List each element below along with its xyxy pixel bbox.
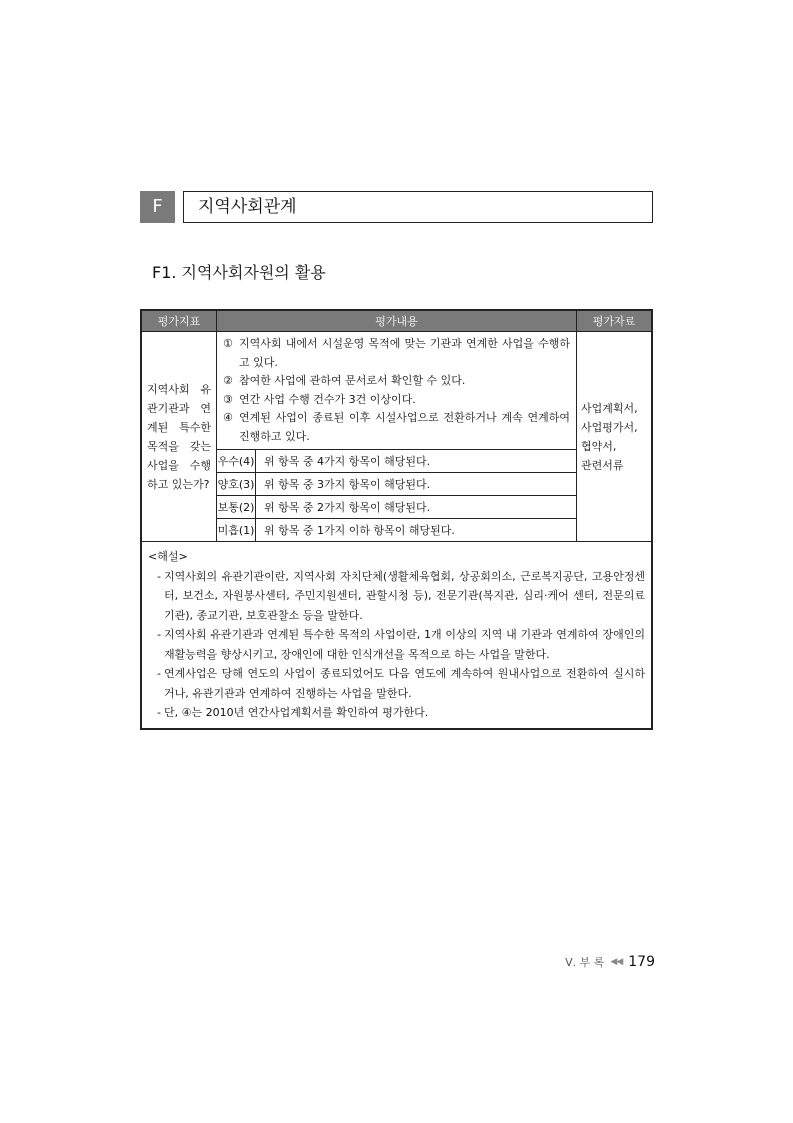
table-row [141,332,652,450]
note-item: - 지역사회 유관기관과 연계된 특수한 목적의 사업이란, 1개 이상의 지역 내 기관과 연계하여 장애인의 재활능력을 향상시키고, 장애인에 대한 인식개선을 목적으로 하는 사업을 말한다. [157,628,645,661]
materials-cell: 사업계획서, 사업평가서, 협약서, 관련서류 [577,332,653,542]
grade-desc: 위 항목 중 2가지 항목이 해당된다. [256,496,577,519]
grade-row [141,519,652,542]
grade-row [141,450,652,473]
note-item: - 단, ④는 2010년 연간사업계획서를 확인하여 평가한다. [157,706,429,719]
table-header-row [141,310,652,332]
subsection-title: F1. 지역사회자원의 활용 [152,263,326,282]
notes-cell [141,542,652,729]
grade-label: 우수(4) [217,450,256,473]
list-item: ② 참여한 사업에 관하여 문서로서 확인할 수 있다. [223,374,466,387]
note-item: - 연계사업은 당해 연도의 사업이 종료되었어도 다음 연도에 계속하여 원내사업으로 전환하여 실시하거나, 유관기관과 연계하여 진행하는 사업을 말한다. [157,667,645,700]
grade-desc: 위 항목 중 4가지 항목이 해당된다. [256,450,577,473]
list-item: ③ 연간 사업 수행 건수가 3건 이상이다. [223,392,416,406]
grade-desc: 위 항목 중 1가지 이하 항목이 해당된다. [256,519,577,542]
header-material: 평가자료 [577,310,653,332]
page-number: 179 [628,954,655,970]
indicator-cell: 지역사회 유관기관과 연계된 특수한 목적을 갖는 사업을 수행하고 있는가? [141,332,217,542]
section-header [140,191,653,223]
chapter-label: Ⅴ. 부 록 [565,956,605,969]
list-item: ① 지역사회 내에서 시설운영 목적에 맞는 기관과 연계한 사업을 수행하고 있다. [223,337,570,369]
grade-desc: 위 항목 중 3가지 항목이 해당된다. [256,473,577,496]
double-arrow-left-icon: ◀◀ [610,957,623,967]
grade-label: 양호(3) [217,473,256,496]
section-title: 지역사회관계 [183,191,653,223]
grade-row [141,496,652,519]
header-indicator: 평가지표 [141,310,217,332]
notes-title: <해설> [148,550,188,563]
items-cell [217,332,577,450]
grade-row [141,473,652,496]
header-content: 평가내용 [217,310,577,332]
section-letter: F [140,191,175,223]
evaluation-table [140,309,653,730]
note-item: - 지역사회의 유관기관이란, 지역사회 자치단체(생활체육협회, 상공회의소, 근로복지공단, 고용안정센터, 보건소, 자원봉사센터, 주민지원센터, 관할시청 등), 전문기관(복지관, 심리·케어 센터, 전문의료기관), 종교기관, 보호관찰소 등을 말한다. [157,569,645,622]
grade-label: 보통(2) [217,496,256,519]
grade-label: 미흡(1) [217,519,256,542]
list-item: ④ 연계된 사업이 종료된 이후 시설사업으로 전환하거나 계속 연계하여 진행하고 있다. [223,411,570,443]
notes-row [141,542,652,729]
page-footer [565,954,655,970]
